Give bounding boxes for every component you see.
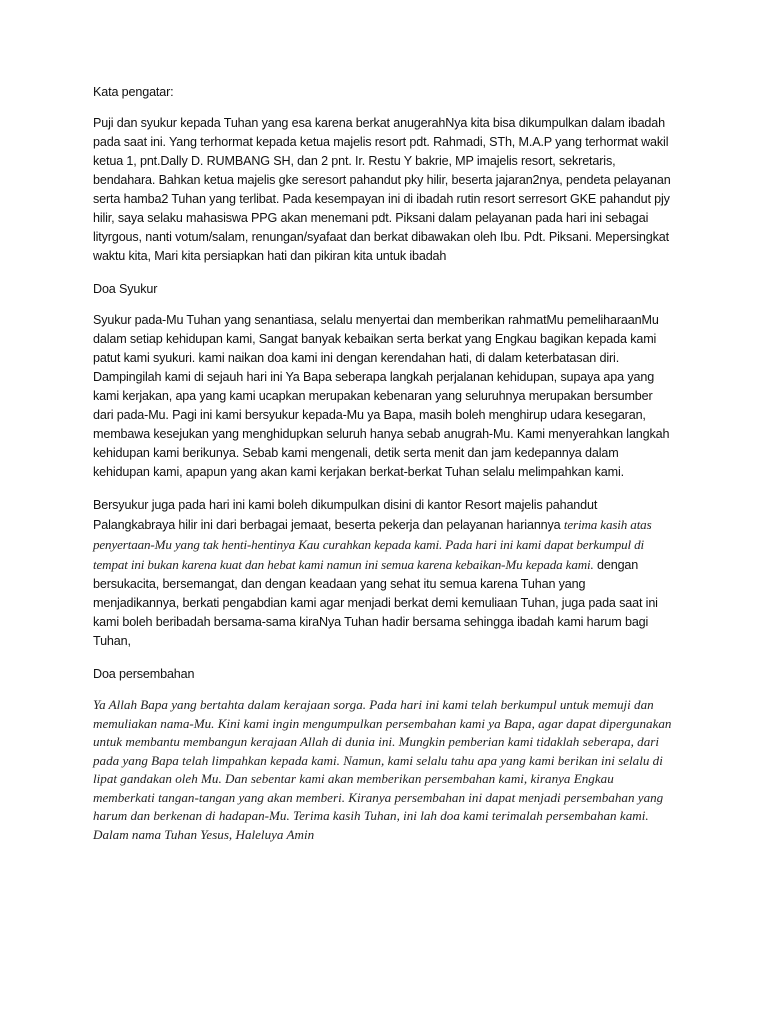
doa-syukur-heading: Doa Syukur <box>93 282 158 296</box>
doa-syukur-p2-italic: terima kasih atas penyertaan-Mu yang tak henti-hentinya Kau curahkan kepada kami. Pada hari ini kami dapat berkumpul di tempat ini bukan karena kuat dan hebat kami namun ini semua karena kebaikan-Mu kepada kami. <box>93 517 652 572</box>
intro-heading: Kata pengatar: <box>93 85 174 99</box>
doa-syukur-paragraph-2 <box>93 496 673 651</box>
document-page <box>93 83 673 844</box>
doa-syukur-p2-end: dengan bersukacita, bersemangat, dan dengan keadaan yang sehat itu semua karena Tuhan yang menjadikannya, berkati pengabdian kami agar menjadi berkat demi kemuliaan Tuhan, juga pada saat ini kami boleh beribadah bersama-sama kiraNya Tuhan hadir bersama sehingga ibadah kami harum bagi Tuhan, <box>93 558 658 648</box>
doa-persembahan-paragraph: Ya Allah Bapa yang bertahta dalam kerajaan sorga. Pada hari ini kami telah berkumpul untuk memuji dan memuliakan nama-Mu. Kini kami ingin mengumpulkan persembahan kami ya Bapa, agar dapat dipergunakan untuk membantu membangun kerajaan Allah di dunia ini. Mungkin pemberian kami tidaklah seberapa, dari pada yang Bapa telah limpahkan kepada kami. Namun, kami selalu tahu apa yang kami berikan ini selalu di lipat gandakan oleh Mu. Dan sebentar kami akan memberikan persembahan kami, kiranya Engkau memberkati tangan-tangan yang akan memberi. Kiranya persembahan ini dapat menjadi persembahan yang harum dan berkenan di hadapan-Mu. Terima kasih Tuhan, ini lah doa kami terimalah persembahan kami. Dalam nama Tuhan Yesus, Haleluya Amin <box>93 697 672 842</box>
doa-persembahan-heading: Doa persembahan <box>93 667 195 681</box>
intro-paragraph: Puji dan syukur kepada Tuhan yang esa karena berkat anugerahNya kita bisa dikumpulkan dalam ibadah pada saat ini. Yang terhormat kepada ketua majelis resort pdt. Rahmadi, STh, M.A.P yang terhormat wakil ketua 1, pnt.Dally D. RUMBANG SH, dan 2 pnt. Ir. Restu Y bakrie, MP imajelis resort, sekretaris, bendahara. Bahkan ketua majelis gke seresort pahandut pky hilir, beserta jajaran2nya, pendeta pelayanan serta hamba2 Tuhan yang terlibat. Pada kesempayan ini di ibadah rutin resort serresort GKE pahandut pjy hilir, saya selaku mahasiswa PPG akan menemani pdt. Piksani dalam pelayanan pada hari ini sebagai lityrgous, nanti votum/salam, renungan/syafaat dan berkat dibawakan oleh Ibu. Pdt. Piksani. Mepersingkat waktu kita, Mari kita persiapkan hati dan pikiran kita untuk ibadah <box>93 116 671 263</box>
doa-syukur-p2-start: Bersyukur juga pada hari ini kami boleh dikumpulkan disini di kantor Resort majelis pahandut Palangkabraya hilir ini dari berbagai jemaat, beserta pekerja dan pelayanan hariannya <box>93 498 598 532</box>
doa-syukur-paragraph-1: Syukur pada-Mu Tuhan yang senantiasa, selalu menyertai dan memberikan rahmatMu pemeliharaanMu dalam setiap kehidupan kami, Sangat banyak kebaikan serta berkat yang Engkau bagikan kepada kami patut kami syukuri. kami naikan doa kami ini dengan kerendahan hati, di dalam keterbatasan diri. Dampingilah kami di sejauh hari ini Ya Bapa seberapa langkah perjalanan kehidupan, supaya apa yang kami kerjakan, apa yang kami ucapkan merupakan kebenaran yang seluruhnya merupakan bersumber dari pada-Mu. Pagi ini kami bersyukur kepada-Mu ya Bapa, masih boleh menghirup udara kesegaran, membawa kesejukan yang menghidupkan seluruh hanya sebab anugrah-Mu. Kami menyerahkan langkah kehidupan kami berikunya. Sebab kami mengenali, detik serta menit dan jam kedepannya dalam kehidupan kami, apapun yang akan kami kerjakan berkat-berkat Tuhan selalu melimpahkan kami. <box>93 313 670 479</box>
